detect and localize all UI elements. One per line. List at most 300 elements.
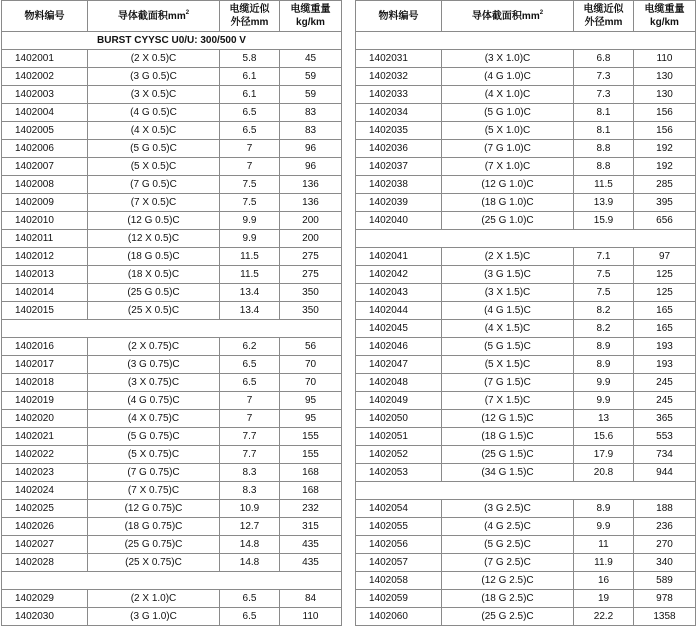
- diameter-cell: 22.2: [574, 608, 634, 626]
- code-cell: 1402037: [356, 158, 442, 176]
- code-cell: 1402045: [356, 320, 442, 338]
- size-cell: (25 G 0.5)C: [88, 284, 220, 302]
- code-cell: 1402010: [2, 212, 88, 230]
- size-cell: (7 G 1.5)C: [442, 374, 574, 392]
- table-row: [356, 248, 696, 266]
- weight-cell: 200: [280, 212, 342, 230]
- code-cell: 1402024: [2, 482, 88, 500]
- code-cell: 1402017: [2, 356, 88, 374]
- code-cell: 1402044: [356, 302, 442, 320]
- code-cell: 1402047: [356, 356, 442, 374]
- weight-cell: 130: [634, 86, 696, 104]
- size-cell: (12 G 1.5)C: [442, 410, 574, 428]
- size-cell: (7 G 0.75)C: [88, 464, 220, 482]
- code-cell: 1402016: [2, 338, 88, 356]
- size-cell: (25 G 2.5)C: [442, 608, 574, 626]
- table-row: [2, 158, 342, 176]
- table-row: [356, 86, 696, 104]
- table-row: [2, 590, 342, 608]
- table-row: [356, 500, 696, 518]
- weight-cell: 193: [634, 338, 696, 356]
- right-cable-table: [355, 0, 696, 626]
- weight-cell: 589: [634, 572, 696, 590]
- weight-cell: 656: [634, 212, 696, 230]
- code-cell: 1402019: [2, 392, 88, 410]
- header-section-sup: 2: [539, 9, 544, 16]
- diameter-cell: 9.9: [220, 212, 280, 230]
- diameter-cell: 17.9: [574, 446, 634, 464]
- diameter-cell: 6.1: [220, 86, 280, 104]
- table-row: [356, 428, 696, 446]
- code-cell: 1402059: [356, 590, 442, 608]
- section-title: BURST CYYSC U0/U: 300/500 V: [2, 32, 342, 50]
- weight-cell: 245: [634, 392, 696, 410]
- diameter-cell: 6.8: [574, 50, 634, 68]
- size-cell: (5 G 1.5)C: [442, 338, 574, 356]
- size-cell: (3 G 1.0)C: [88, 608, 220, 626]
- header-section: [88, 1, 220, 32]
- diameter-cell: 7: [220, 410, 280, 428]
- table-row: [2, 266, 342, 284]
- weight-cell: 155: [280, 446, 342, 464]
- weight-cell: 734: [634, 446, 696, 464]
- header-row: [2, 1, 342, 32]
- size-cell: (4 G 0.75)C: [88, 392, 220, 410]
- table-row: [2, 446, 342, 464]
- size-cell: (3 X 1.5)C: [442, 284, 574, 302]
- header-diameter: [220, 1, 280, 32]
- diameter-cell: 7: [220, 392, 280, 410]
- code-cell: 1402001: [2, 50, 88, 68]
- code-cell: 1402018: [2, 374, 88, 392]
- size-cell: (12 G 0.75)C: [88, 500, 220, 518]
- weight-cell: 435: [280, 536, 342, 554]
- code-cell: 1402026: [2, 518, 88, 536]
- header-weight-text: 电缆重量kg/km: [290, 4, 331, 28]
- size-cell: (25 X 0.75)C: [88, 554, 220, 572]
- table-row: [356, 410, 696, 428]
- diameter-cell: 14.8: [220, 554, 280, 572]
- code-cell: 1402052: [356, 446, 442, 464]
- code-cell: 1402022: [2, 446, 88, 464]
- table-row: [2, 482, 342, 500]
- code-cell: 1402020: [2, 410, 88, 428]
- table-row: [356, 464, 696, 482]
- table-row: [2, 518, 342, 536]
- diameter-cell: 11.5: [220, 248, 280, 266]
- diameter-cell: 8.3: [220, 482, 280, 500]
- diameter-cell: 8.2: [574, 302, 634, 320]
- table-row: [2, 356, 342, 374]
- code-cell: 1402002: [2, 68, 88, 86]
- size-cell: (3 G 0.5)C: [88, 68, 220, 86]
- size-cell: (25 G 0.75)C: [88, 536, 220, 554]
- weight-cell: 83: [280, 122, 342, 140]
- diameter-cell: 6.5: [220, 590, 280, 608]
- code-cell: 1402023: [2, 464, 88, 482]
- diameter-cell: 8.9: [574, 338, 634, 356]
- size-cell: (3 X 0.5)C: [88, 86, 220, 104]
- weight-cell: 192: [634, 158, 696, 176]
- blank-row: [2, 320, 342, 338]
- weight-cell: 192: [634, 140, 696, 158]
- table-row: [2, 302, 342, 320]
- size-cell: (5 G 0.75)C: [88, 428, 220, 446]
- diameter-cell: 7.1: [574, 248, 634, 266]
- table-row: [356, 194, 696, 212]
- code-cell: 1402027: [2, 536, 88, 554]
- weight-cell: 245: [634, 374, 696, 392]
- weight-cell: 275: [280, 248, 342, 266]
- diameter-cell: 9.9: [574, 392, 634, 410]
- diameter-cell: 12.7: [220, 518, 280, 536]
- table-row: [356, 122, 696, 140]
- code-cell: 1402049: [356, 392, 442, 410]
- weight-cell: 96: [280, 158, 342, 176]
- table-row: [2, 554, 342, 572]
- code-cell: 1402032: [356, 68, 442, 86]
- table-row: [356, 338, 696, 356]
- diameter-cell: 6.5: [220, 122, 280, 140]
- table-row: [2, 104, 342, 122]
- section-title-row: [2, 32, 342, 50]
- table-row: [356, 50, 696, 68]
- diameter-cell: 8.2: [574, 320, 634, 338]
- code-cell: 1402013: [2, 266, 88, 284]
- diameter-cell: 7.3: [574, 68, 634, 86]
- diameter-cell: 11.5: [574, 176, 634, 194]
- code-cell: 1402006: [2, 140, 88, 158]
- weight-cell: 136: [280, 176, 342, 194]
- diameter-cell: 7.5: [220, 176, 280, 194]
- size-cell: (2 X 0.75)C: [88, 338, 220, 356]
- size-cell: (25 X 0.5)C: [88, 302, 220, 320]
- diameter-cell: 13.4: [220, 302, 280, 320]
- code-cell: 1402015: [2, 302, 88, 320]
- diameter-cell: 9.9: [574, 374, 634, 392]
- table-row: [356, 68, 696, 86]
- code-cell: 1402055: [356, 518, 442, 536]
- diameter-cell: 8.9: [574, 500, 634, 518]
- size-cell: (4 X 0.5)C: [88, 122, 220, 140]
- code-cell: 1402048: [356, 374, 442, 392]
- table-row: [2, 410, 342, 428]
- code-cell: 1402033: [356, 86, 442, 104]
- size-cell: (7 G 1.0)C: [442, 140, 574, 158]
- weight-cell: 350: [280, 302, 342, 320]
- diameter-cell: 8.8: [574, 140, 634, 158]
- table-row: [356, 320, 696, 338]
- size-cell: (5 G 0.5)C: [88, 140, 220, 158]
- table-row: [356, 536, 696, 554]
- table-row: [2, 50, 342, 68]
- weight-cell: 83: [280, 104, 342, 122]
- weight-cell: 168: [280, 464, 342, 482]
- header-section-sup: 2: [185, 9, 190, 16]
- table-row: [2, 392, 342, 410]
- weight-cell: 56: [280, 338, 342, 356]
- code-cell: 1402043: [356, 284, 442, 302]
- weight-cell: 165: [634, 302, 696, 320]
- table-row: [2, 230, 342, 248]
- table-row: [2, 338, 342, 356]
- code-cell: 1402005: [2, 122, 88, 140]
- size-cell: (2 X 1.0)C: [88, 590, 220, 608]
- code-cell: 1402028: [2, 554, 88, 572]
- right-table-body: [356, 32, 696, 626]
- header-code: 物料编号: [2, 1, 88, 32]
- blank-row: [2, 572, 342, 590]
- size-cell: (12 X 0.5)C: [88, 230, 220, 248]
- size-cell: (25 G 1.0)C: [442, 212, 574, 230]
- diameter-cell: 19: [574, 590, 634, 608]
- weight-cell: 1358: [634, 608, 696, 626]
- weight-cell: 95: [280, 392, 342, 410]
- header-code: 物料编号: [356, 1, 442, 32]
- table-row: [356, 446, 696, 464]
- weight-cell: 45: [280, 50, 342, 68]
- weight-cell: 165: [634, 320, 696, 338]
- table-row: [2, 500, 342, 518]
- weight-cell: 156: [634, 104, 696, 122]
- code-cell: 1402042: [356, 266, 442, 284]
- table-row: [356, 518, 696, 536]
- header-row: [356, 1, 696, 32]
- code-cell: 1402060: [356, 608, 442, 626]
- diameter-cell: 10.9: [220, 500, 280, 518]
- table-row: [356, 158, 696, 176]
- diameter-cell: 13: [574, 410, 634, 428]
- header-diameter: [574, 1, 634, 32]
- weight-cell: 70: [280, 374, 342, 392]
- size-cell: (3 G 2.5)C: [442, 500, 574, 518]
- weight-cell: 193: [634, 356, 696, 374]
- header-diameter-text: 电缆近似外径mm: [583, 4, 624, 28]
- table-row: [2, 122, 342, 140]
- weight-cell: 275: [280, 266, 342, 284]
- header-section-text: 导体截面积mm: [471, 10, 540, 22]
- diameter-cell: 6.2: [220, 338, 280, 356]
- left-table-body: [2, 32, 342, 626]
- weight-cell: 95: [280, 410, 342, 428]
- weight-cell: 59: [280, 86, 342, 104]
- code-cell: 1402046: [356, 338, 442, 356]
- diameter-cell: 6.5: [220, 356, 280, 374]
- table-row: [2, 536, 342, 554]
- size-cell: (2 X 1.5)C: [442, 248, 574, 266]
- weight-cell: 97: [634, 248, 696, 266]
- diameter-cell: 7.5: [574, 266, 634, 284]
- size-cell: (12 G 0.5)C: [88, 212, 220, 230]
- code-cell: 1402058: [356, 572, 442, 590]
- table-row: [356, 554, 696, 572]
- weight-cell: 944: [634, 464, 696, 482]
- left-cable-table: [1, 0, 342, 626]
- code-cell: 1402009: [2, 194, 88, 212]
- weight-cell: 395: [634, 194, 696, 212]
- diameter-cell: 6.5: [220, 608, 280, 626]
- diameter-cell: 15.6: [574, 428, 634, 446]
- diameter-cell: 8.1: [574, 104, 634, 122]
- diameter-cell: 9.9: [574, 518, 634, 536]
- weight-cell: 84: [280, 590, 342, 608]
- size-cell: (5 G 2.5)C: [442, 536, 574, 554]
- weight-cell: 435: [280, 554, 342, 572]
- weight-cell: 156: [634, 122, 696, 140]
- size-cell: (5 G 1.0)C: [442, 104, 574, 122]
- weight-cell: 136: [280, 194, 342, 212]
- weight-cell: 59: [280, 68, 342, 86]
- diameter-cell: 6.1: [220, 68, 280, 86]
- diameter-cell: 11.9: [574, 554, 634, 572]
- weight-cell: 188: [634, 500, 696, 518]
- size-cell: (4 G 2.5)C: [442, 518, 574, 536]
- size-cell: (5 X 1.0)C: [442, 122, 574, 140]
- blank-cell: [2, 320, 342, 338]
- code-cell: 1402007: [2, 158, 88, 176]
- size-cell: (3 G 1.5)C: [442, 266, 574, 284]
- size-cell: (12 G 1.0)C: [442, 176, 574, 194]
- header-weight-text: 电缆重量kg/km: [644, 4, 685, 28]
- size-cell: (7 G 2.5)C: [442, 554, 574, 572]
- size-cell: (18 G 2.5)C: [442, 590, 574, 608]
- diameter-cell: 7: [220, 158, 280, 176]
- table-row: [356, 212, 696, 230]
- code-cell: 1402038: [356, 176, 442, 194]
- blank-row: [356, 482, 696, 500]
- blank-row: [356, 32, 696, 50]
- diameter-cell: 8.3: [220, 464, 280, 482]
- blank-cell: [356, 32, 696, 50]
- blank-row: [356, 230, 696, 248]
- table-row: [356, 572, 696, 590]
- weight-cell: 285: [634, 176, 696, 194]
- header-section-text: 导体截面积mm: [117, 10, 186, 22]
- size-cell: (4 G 0.5)C: [88, 104, 220, 122]
- header-section: [442, 1, 574, 32]
- size-cell: (3 X 0.75)C: [88, 374, 220, 392]
- header-diameter-text: 电缆近似外径mm: [229, 4, 270, 28]
- weight-cell: 155: [280, 428, 342, 446]
- code-cell: 1402034: [356, 104, 442, 122]
- size-cell: (7 G 0.5)C: [88, 176, 220, 194]
- code-cell: 1402021: [2, 428, 88, 446]
- weight-cell: 70: [280, 356, 342, 374]
- code-cell: 1402054: [356, 500, 442, 518]
- blank-cell: [2, 572, 342, 590]
- size-cell: (7 X 1.0)C: [442, 158, 574, 176]
- table-row: [356, 176, 696, 194]
- weight-cell: 553: [634, 428, 696, 446]
- blank-cell: [356, 482, 696, 500]
- table-row: [2, 86, 342, 104]
- size-cell: (5 X 0.75)C: [88, 446, 220, 464]
- header-weight: [634, 1, 696, 32]
- code-cell: 1402011: [2, 230, 88, 248]
- diameter-cell: 15.9: [574, 212, 634, 230]
- diameter-cell: 13.4: [220, 284, 280, 302]
- table-row: [2, 428, 342, 446]
- table-row: [356, 266, 696, 284]
- weight-cell: 200: [280, 230, 342, 248]
- code-cell: 1402056: [356, 536, 442, 554]
- weight-cell: 168: [280, 482, 342, 500]
- table-row: [2, 464, 342, 482]
- code-cell: 1402029: [2, 590, 88, 608]
- table-row: [2, 248, 342, 266]
- size-cell: (3 G 0.75)C: [88, 356, 220, 374]
- size-cell: (5 X 0.5)C: [88, 158, 220, 176]
- table-row: [356, 104, 696, 122]
- table-row: [2, 284, 342, 302]
- size-cell: (3 X 1.0)C: [442, 50, 574, 68]
- weight-cell: 96: [280, 140, 342, 158]
- diameter-cell: 8.8: [574, 158, 634, 176]
- code-cell: 1402039: [356, 194, 442, 212]
- size-cell: (2 X 0.5)C: [88, 50, 220, 68]
- weight-cell: 340: [634, 554, 696, 572]
- size-cell: (7 X 0.5)C: [88, 194, 220, 212]
- code-cell: 1402030: [2, 608, 88, 626]
- code-cell: 1402041: [356, 248, 442, 266]
- size-cell: (4 X 1.0)C: [442, 86, 574, 104]
- table-row: [356, 392, 696, 410]
- diameter-cell: 6.5: [220, 104, 280, 122]
- diameter-cell: 20.8: [574, 464, 634, 482]
- size-cell: (4 G 1.0)C: [442, 68, 574, 86]
- weight-cell: 110: [280, 608, 342, 626]
- blank-cell: [356, 230, 696, 248]
- size-cell: (18 X 0.5)C: [88, 266, 220, 284]
- code-cell: 1402014: [2, 284, 88, 302]
- code-cell: 1402050: [356, 410, 442, 428]
- code-cell: 1402012: [2, 248, 88, 266]
- code-cell: 1402003: [2, 86, 88, 104]
- table-row: [2, 374, 342, 392]
- diameter-cell: 13.9: [574, 194, 634, 212]
- diameter-cell: 7: [220, 140, 280, 158]
- weight-cell: 232: [280, 500, 342, 518]
- table-row: [2, 194, 342, 212]
- weight-cell: 125: [634, 284, 696, 302]
- size-cell: (25 G 1.5)C: [442, 446, 574, 464]
- table-row: [356, 590, 696, 608]
- weight-cell: 315: [280, 518, 342, 536]
- diameter-cell: 7.3: [574, 86, 634, 104]
- weight-cell: 978: [634, 590, 696, 608]
- code-cell: 1402031: [356, 50, 442, 68]
- weight-cell: 110: [634, 50, 696, 68]
- size-cell: (18 G 1.0)C: [442, 194, 574, 212]
- code-cell: 1402036: [356, 140, 442, 158]
- diameter-cell: 8.9: [574, 356, 634, 374]
- table-row: [2, 68, 342, 86]
- table-row: [356, 374, 696, 392]
- size-cell: (4 X 1.5)C: [442, 320, 574, 338]
- code-cell: 1402051: [356, 428, 442, 446]
- code-cell: 1402035: [356, 122, 442, 140]
- size-cell: (18 G 0.5)C: [88, 248, 220, 266]
- table-row: [356, 284, 696, 302]
- size-cell: (5 X 1.5)C: [442, 356, 574, 374]
- table-row: [356, 140, 696, 158]
- size-cell: (18 G 1.5)C: [442, 428, 574, 446]
- diameter-cell: 11.5: [220, 266, 280, 284]
- code-cell: 1402053: [356, 464, 442, 482]
- diameter-cell: 9.9: [220, 230, 280, 248]
- weight-cell: 236: [634, 518, 696, 536]
- table-row: [356, 356, 696, 374]
